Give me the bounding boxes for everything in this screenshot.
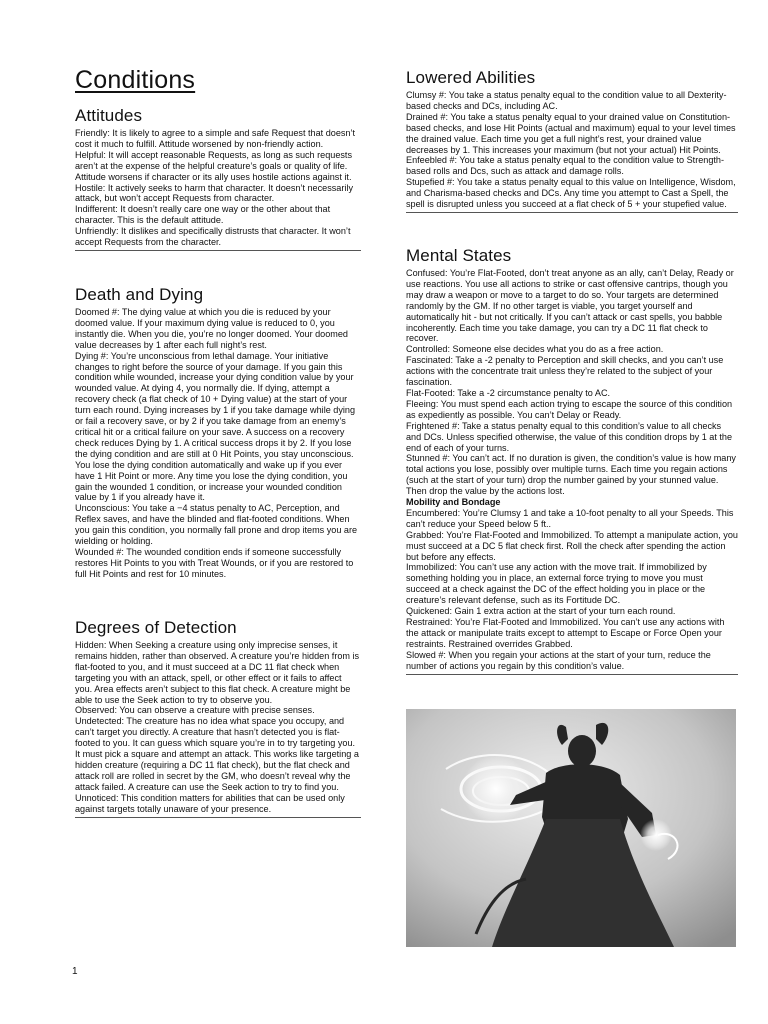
condition-term: Unnoticed <box>75 792 116 803</box>
condition-description: : You take a status penalty equal to your drained value on Constitution-based checks, and lose Hit Points (actual and maximum) equal to your level times the drained value. Each time you get a full night’s rest, your drained value decreases by 1. This increases your maximum (but not your actual) Hit Points. <box>406 111 736 155</box>
condition-entry <box>75 793 361 815</box>
condition-entry <box>75 128 361 150</box>
section-title-death: Death and Dying <box>75 285 204 304</box>
condition-entry <box>406 177 738 210</box>
condition-description: : Gain 1 extra action at the start of your turn each round. <box>449 606 676 617</box>
condition-term: Hostile <box>75 182 103 193</box>
condition-entry <box>406 268 738 344</box>
condition-entry <box>75 351 361 504</box>
condition-entry <box>75 307 361 351</box>
condition-description: : It dislikes and specifically distrusts that character. It won’t accept Requests from the character. <box>75 226 351 248</box>
condition-description: : Take a status penalty equal to this condition’s value to all checks and DCs. Unless specified otherwise, the value of this condition drops by 1 at the end of each of your turns. <box>406 420 733 453</box>
horned-sorcerer-illustration <box>406 709 736 947</box>
section-degrees-of-detection <box>75 618 361 818</box>
condition-description: : It doesn’t really care one way or the other about that character. This is the default attitude. <box>75 204 331 226</box>
section-divider <box>75 250 361 251</box>
condition-description: : You can’t use any action with the move trait. If immobilized by something holding you in place, an external force trying to move you must succeed at a check against the DC of the effect holding you in place or the creature’s relevant defense, such as its Fortitude DC. <box>406 562 707 606</box>
condition-term: Helpful <box>75 149 104 160</box>
condition-term: Fascinated <box>406 355 451 366</box>
condition-entry <box>406 344 738 355</box>
condition-description: : You must spend each action trying to escape the source of this condition as expediently as possible. You can’t Delay or Ready. <box>406 398 733 420</box>
entry-list <box>406 90 738 210</box>
section-death-and-dying <box>75 285 361 580</box>
condition-term: Slowed # <box>406 649 444 660</box>
condition-entry <box>406 650 738 672</box>
condition-description: : Take a -2 penalty to Perception and skill checks, and you can’t use actions with the concentrate trait unless they’re related to the subject of your fascination. <box>406 355 724 388</box>
condition-description: : You take a status penalty equal to the condition value to all Dexterity-based checks and DCs, including AC. <box>406 90 727 111</box>
condition-entry <box>406 617 738 650</box>
condition-description: : You can’t act. If no duration is given, the condition’s value is how many total actions you lose, possibly over multiple turns. Each time you regain actions (such at the start of your turn) drop the number gained by your stunned value. Then drop the value by the actions lost. <box>406 453 736 497</box>
condition-description: : You can observe a creature with precise senses. <box>114 705 315 716</box>
condition-term: Encumbered <box>406 507 458 518</box>
condition-entry <box>406 497 738 508</box>
condition-term: Clumsy # <box>406 90 444 100</box>
condition-term: Controlled <box>406 344 448 355</box>
condition-entry <box>406 508 738 530</box>
condition-term: Confused <box>406 268 445 278</box>
condition-term: Frightened # <box>406 420 458 431</box>
condition-term: Drained # <box>406 111 446 122</box>
condition-description: : It actively seeks to harm that character. It doesn’t necessarily attack, but won’t accept Requests from character. <box>75 182 353 204</box>
entry-list <box>406 268 738 672</box>
condition-description: : The creature has no idea what space you occupy, and can’t target you directly. A creature that hasn’t detected you is flat-footed to you. It can guess which square you’re in to try targeting you. It must pick a square and attempt an attack. This works like targeting a hidden creature (requiring a DC 11 flat check), but the flat check and attack roll are rolled in secret by the GM, who doesn’t reveal why the attack failed. A creature can use the Seek action to try to find you. <box>75 716 359 792</box>
condition-description: : The dying value at which you die is reduced by your doomed value. If your maximum dying value is reduced to 0, you instantly die. When you die, you’re no longer doomed. Your doomed value decreases by 1 after each full night’s rest. <box>75 307 348 350</box>
condition-term: Enfeebled # <box>406 155 455 166</box>
condition-entry <box>75 503 361 547</box>
condition-entry <box>75 547 361 580</box>
section-attitudes <box>75 106 361 251</box>
condition-term: Doomed # <box>75 307 117 317</box>
condition-description: : You’re Flat-Footed and Immobilized. To attempt a manipulate action, you must succeed at a DC 5 flat check first. Roll the check after spending the action but before any effects. <box>406 529 738 562</box>
condition-description: : You’re Clumsy 1 and take a 10-foot penalty to all your Speeds. This can’t reduce your Speed below 5 ft.. <box>406 507 734 529</box>
section-divider <box>75 817 361 818</box>
condition-term: Stupefied # <box>406 177 453 188</box>
condition-description: : You’re Flat-Footed, don’t treat anyone as an ally, can’t Delay, Ready or use reactions. You use all actions to strike or cast offensive cantrips, though you may draw a weapon or move to a target to do so. Your targets are determined randomly by the GM. If no other target is viable, you target yourself and automatically hit - but not critically. If you can’t attack or cast spells, you babble incoherently. Each time you take damage, you can try a DC 11 flat check to recover. <box>406 268 734 344</box>
condition-entry <box>75 183 361 205</box>
condition-description: : You’re Flat-Footed and Immobilized. You can’t use any actions with the attack or manipulate traits except to attempt to Escape or Force Open your restraints. Restrained overrides Grabbed. <box>406 617 725 649</box>
condition-entry <box>406 399 738 421</box>
condition-entry <box>406 562 738 606</box>
condition-entry <box>406 606 738 617</box>
condition-term: Stunned # <box>406 453 448 464</box>
condition-term: Restrained <box>406 617 450 627</box>
condition-description: : The wounded condition ends if someone successfully restores Hit Points to you with Treat Wounds, or if you are restored to full Hit Points and rest for 10 minutes. <box>75 546 354 579</box>
section-title-mental: Mental States <box>406 246 512 265</box>
condition-entry <box>75 226 361 248</box>
section-title-detection: Degrees of Detection <box>75 618 237 637</box>
condition-term: Hidden <box>75 640 104 650</box>
section-title-lowered: Lowered Abilities <box>406 68 536 87</box>
condition-term: Immobilized <box>406 562 455 573</box>
condition-term: Wounded # <box>75 546 122 557</box>
condition-term: Friendly <box>75 128 108 138</box>
entry-list <box>75 307 361 580</box>
condition-description: : It is likely to agree to a simple and safe Request that doesn’t cost it much to fulfill. Attitude worsened by non-friendly action. <box>75 128 356 149</box>
condition-entry <box>406 90 738 112</box>
condition-description: : Take a -2 circumstance penalty to AC. <box>452 387 611 398</box>
page-number: 1 <box>72 966 78 977</box>
section-divider <box>406 674 738 675</box>
condition-term: Unfriendly <box>75 226 116 237</box>
condition-term: Fleeing <box>406 398 436 409</box>
condition-term: Dying # <box>75 350 106 361</box>
page-title: Conditions <box>75 66 196 94</box>
magic-glow-left <box>462 755 530 823</box>
entry-list <box>75 128 361 248</box>
condition-description: : You take a status penalty equal to this value on Intelligence, Wisdom, and Charisma-based checks and DCs. Any time you attempt to Cast a Spell, the spell is disrupted unless you succeed at a flat check of 5 + your stupefied value. <box>406 177 736 210</box>
illustration-art <box>406 709 736 947</box>
condition-term: Observed <box>75 705 115 716</box>
condition-description: : You take a status penalty equal to the condition value to Strength-based rolls and Dcs, such as attack and damage rolls. <box>406 155 725 177</box>
condition-description: : This condition matters for abilities that can be used only against targets totally unaware of your presence. <box>75 792 345 814</box>
condition-entry <box>406 388 738 399</box>
condition-term: Quickened <box>406 606 450 617</box>
entry-list <box>75 640 361 815</box>
section-mental-states <box>406 246 738 675</box>
condition-entry <box>75 705 361 716</box>
condition-entry <box>406 453 738 497</box>
condition-entry <box>75 204 361 226</box>
condition-description: : You’re unconscious from lethal damage. Your initiative changes to right before the source of your damage. If you gain this condition while wounded, increase your dying condition value by your wounded value. At dying 4, you normally die. If dying, attempt a recovery check (a flat check of 10 + Dying value) at the start of your turn each round. Dying increases by 1 if you take damage while dying or fail a recovery save, or by 2 if you take damage from an enemy’s critical hit or a critical failure on your save. A success on a recovery check reduces Dying by 1. A critical success drops it by 2. If you lose the dying condition and are still at 0 Hit Points, you stay unconscious. You lose the dying condition automatically and wake up if you ever have 1 Hit Point or more. Any time you lose the dying condition, you gain the wounded 1 condition, or increase your wounded condition value by 1 if you already have it. <box>75 350 356 503</box>
section-divider <box>406 212 738 213</box>
condition-entry <box>75 716 361 792</box>
condition-term: Unconscious <box>75 503 128 514</box>
condition-description: : It will accept reasonable Requests, as long as such requests aren’t at the expense of the helpful creature’s goals or quality of life. Attitude worsens if character or its ally uses hostile actions against it. <box>75 149 353 182</box>
condition-entry <box>406 355 738 388</box>
condition-term: Indifferent <box>75 204 116 215</box>
condition-description: : You take a −4 status penalty to AC, Perception, and Reflex saves, and have the blinded and flat-footed conditions. When you gain this condition, you normally fall prone and drop items you are wielding or holding. <box>75 503 358 547</box>
condition-entry <box>406 155 738 177</box>
condition-entry <box>406 421 738 454</box>
condition-description: : When Seeking a creature using only imprecise senses, it remains hidden, rather than observed. A creature you’re hidden from is flat-footed to you, and it must succeed at a DC 11 flat check when targeting you with an attack, spell, or other effect or it fails to affect you. Area effects aren’t subject to this flat check. A creature might be able to use the Seek action to try to observe you. <box>75 640 360 705</box>
condition-entry <box>75 640 361 705</box>
subheading: Mobility and Bondage <box>406 497 501 508</box>
condition-entry <box>75 150 361 183</box>
condition-term: Undetected <box>75 716 122 727</box>
section-title-attitudes: Attitudes <box>75 106 143 125</box>
condition-term: Flat-Footed <box>406 387 453 398</box>
condition-entry <box>406 530 738 563</box>
condition-description: : Someone else decides what you do as a free action. <box>447 344 664 355</box>
condition-description: : When you regain your actions at the start of your turn, reduce the number of actions you regain by this condition’s value. <box>406 649 711 671</box>
condition-entry <box>406 112 738 156</box>
condition-term: Grabbed <box>406 529 442 540</box>
section-lowered-abilities <box>406 68 738 213</box>
